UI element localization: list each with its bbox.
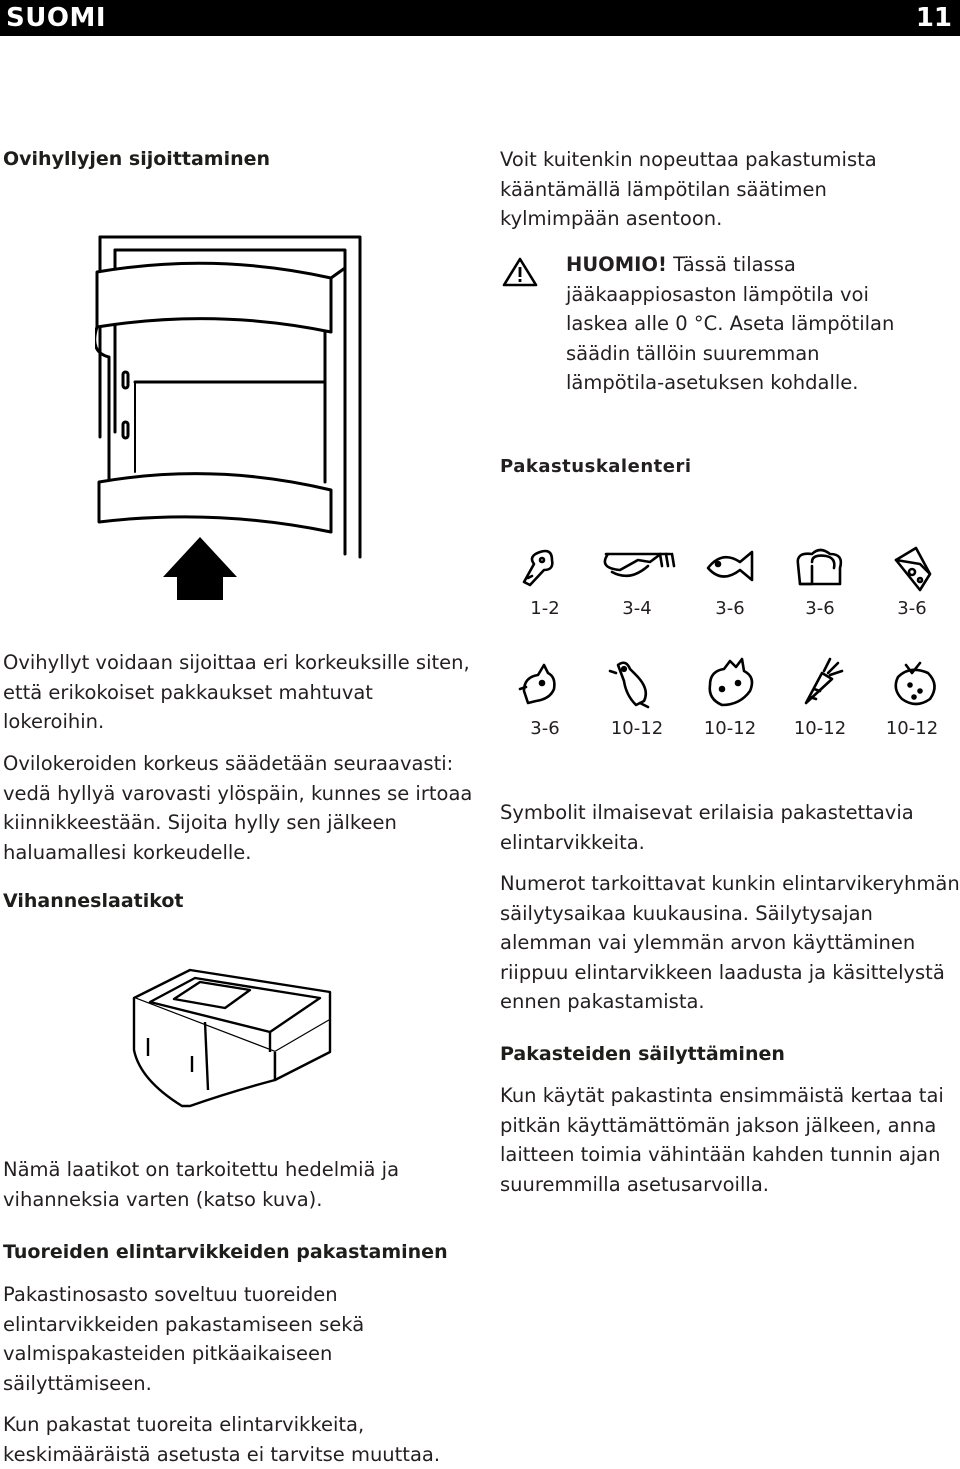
symbols-text: Symbolit ilmaisevat erilaisia pakastettavia elintarvikkeita. (500, 801, 914, 854)
door-shelves-text-1: Ovihyllyt voidaan sijoittaa eri korkeuksille siten, että erikokoiset pakkaukset mahtuvat lokeroihin. (3, 651, 470, 733)
months-ice-cream: 1-2 (530, 598, 560, 619)
warning-label: HUOMIO! (566, 253, 667, 276)
speed-freezing-text: Voit kuitenkin nopeuttaa pakastumista kääntämällä lämpötilan säätimen kylmimpään asentoon. (500, 148, 877, 230)
calendar-icons-row-2 (500, 655, 950, 711)
language-label: SUOMI (6, 3, 106, 33)
vegetable-drawer-illustration (130, 960, 340, 1110)
vegetable-text: Nämä laatikot on tarkoitettu hedelmiä ja vihanneksia varten (katso kuva). (3, 1158, 400, 1211)
strawberry-icon (896, 663, 935, 704)
months-carrot: 10-12 (793, 718, 847, 739)
cow-icon (710, 659, 752, 705)
fresh-food-text-1: Pakastinosasto soveltuu tuoreiden elintarvikkeiden pakastamiseen sekä valmispakasteiden pitkäaikaiseen säilyttämiseen. (3, 1283, 365, 1395)
cheese-icon (896, 548, 930, 590)
months-cheese: 3-6 (897, 598, 927, 619)
months-pig: 3-6 (530, 718, 560, 739)
freezing-calendar-heading: Pakastuskalenteri (500, 456, 692, 477)
months-shrimp: 3-4 (622, 598, 652, 619)
months-chicken: 10-12 (610, 718, 664, 739)
fresh-food-heading: Tuoreiden elintarvikkeiden pakastaminen (3, 1241, 448, 1263)
storage-heading: Pakasteiden säilyttäminen (500, 1043, 785, 1065)
page-header (0, 0, 960, 36)
calendar-numbers-row-2 (500, 718, 950, 742)
door-shelves-heading: Ovihyllyjen sijoittaminen (3, 148, 271, 170)
calendar-icons-row-1 (500, 540, 950, 592)
door-shelf-illustration (95, 232, 385, 602)
fish-icon (708, 552, 752, 580)
vegetable-heading: Vihanneslaatikot (3, 890, 184, 912)
shrimp-icon (605, 554, 674, 576)
carrot-icon (806, 659, 842, 703)
bread-icon (798, 550, 841, 584)
warning-text (566, 250, 921, 398)
calendar-numbers-row-1 (500, 598, 950, 622)
months-strawberry: 10-12 (885, 718, 939, 739)
fresh-food-text-2: Kun pakastat tuoreita elintarvikkeita, keskimääräistä asetusta ei tarvitse muuttaa. (3, 1413, 441, 1466)
months-cow: 10-12 (703, 718, 757, 739)
months-bread: 3-6 (805, 598, 835, 619)
storage-text: Kun käytät pakastinta ensimmäistä kertaa tai pitkän käyttämättömän jakson jälkeen, anna laitteen toimia vähintään kahden tunnin ajan suuremmilla asetusarvoilla. (500, 1084, 944, 1196)
months-fish: 3-6 (715, 598, 745, 619)
warning-icon (502, 256, 538, 288)
door-shelves-text-2: Ovilokeroiden korkeus säädetään seuraavasti: vedä hyllyä varovasti ylöspäin, kunnes se irtoaa kiinnikkeestään. Sijoita hylly sen jälkeen haluamallesi korkeudelle. (3, 752, 473, 864)
numbers-text: Numerot tarkoittavat kunkin elintarvikeryhmän säilytysaikaa kuukausina. Säilytysajan alemman vai ylemmän arvon käyttäminen riippuu elintarvikkeen laadusta ja käsittelystä ennen pakastamista. (500, 872, 960, 1013)
ice-cream-icon (524, 551, 552, 585)
chicken-icon (610, 663, 648, 707)
warning-body: Tässä tilassa jääkaappiosaston lämpötila voi laskea alle 0 °C. Aseta lämpötilan säädin tällöin suuremman lämpötila-asetuksen kohdalle. (566, 253, 895, 394)
pig-icon (520, 665, 554, 703)
page-number: 11 (915, 3, 952, 33)
